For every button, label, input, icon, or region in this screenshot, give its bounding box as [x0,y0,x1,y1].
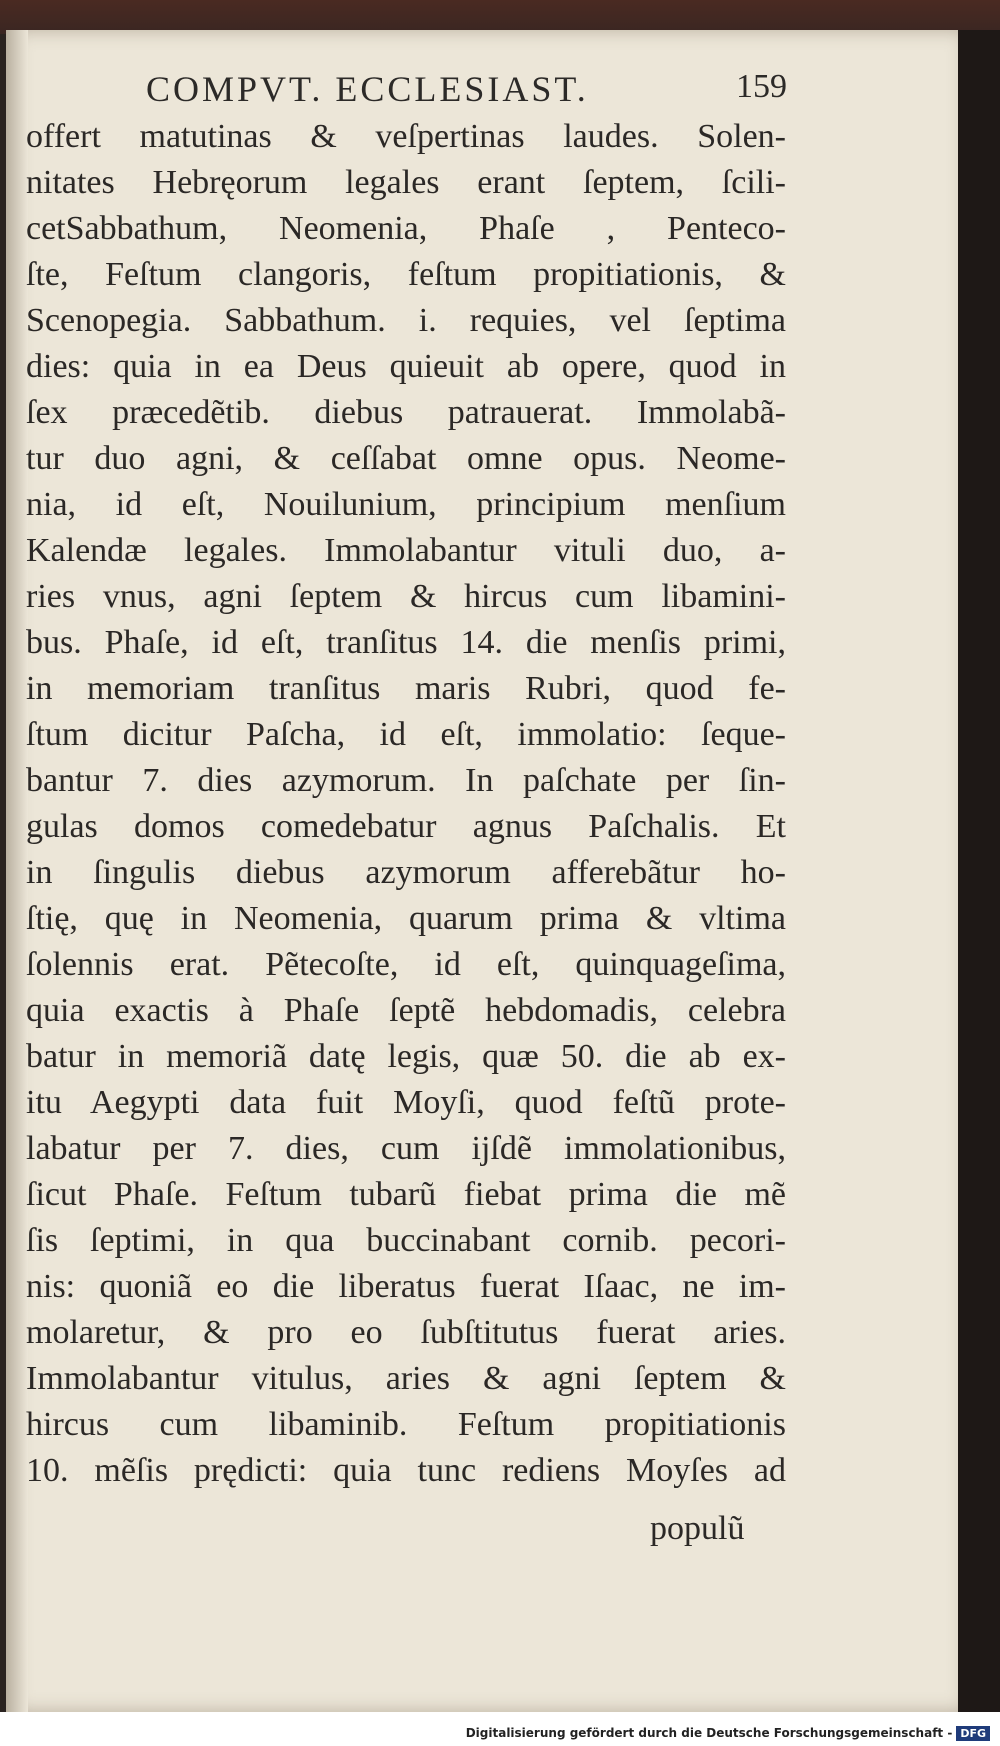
text-line: Immolabantur vitulus, aries & agni ſeptem & [26,1360,786,1397]
text-line: gulas domos comedebatur agnus Paſchalis. Et [26,808,786,845]
text-line: ſtię, quę in Neomenia, quarum prima & vltima [26,900,786,937]
text-line: itu Aegypti data fuit Moyſi, quod feſtũ prote- [26,1084,786,1121]
text-line: offert matutinas & veſpertinas laudes. Solen- [26,118,786,155]
dfg-logo: DFG [956,1726,990,1741]
text-line: 10. mẽſis prędicti: quia tunc rediens Moyſes ad [26,1452,786,1489]
page-gutter [6,30,28,1712]
text-line: hircus cum libaminib. Feſtum propitiationis [26,1406,786,1443]
text-line: ries vnus, agni ſeptem & hircus cum libamini- [26,578,786,615]
text-line: cetSabbathum, Neomenia, Phaſe , Penteco- [26,210,786,247]
text-line: Kalendæ legales. Immolabantur vituli duo, a- [26,532,786,569]
text-line: tur duo agni, & ceſſabat omne opus. Neome- [26,440,786,477]
book-page [6,30,958,1712]
text-line: nitates Hebręorum legales erant ſeptem, ſcili- [26,164,786,201]
catchword: populũ [650,1510,745,1547]
page-number: 159 [736,68,787,105]
text-line: ſolennis erat. Pẽtecoſte, id eſt, quinquageſima, [26,946,786,983]
text-line: bantur 7. dies azymorum. In paſchate per ſin- [26,762,786,799]
text-line: ſicut Phaſe. Feſtum tubarũ fiebat prima die mẽ [26,1176,786,1213]
text-line: in memoriam tranſitus maris Rubri, quod fe- [26,670,786,707]
text-line: nis: quoniã eo die liberatus fuerat Iſaac, ne im- [26,1268,786,1305]
text-line: ſte, Feſtum clangoris, feſtum propitiationis, & [26,256,786,293]
scan-edge-top [0,0,1000,34]
text-line: molaretur, & pro eo ſubſtitutus fuerat aries. [26,1314,786,1351]
scan-edge-right [958,30,1000,1712]
text-line: labatur per 7. dies, cum ijſdẽ immolationibus, [26,1130,786,1167]
text-line: bus. Phaſe, id eſt, tranſitus 14. die menſis primi, [26,624,786,661]
text-line: batur in memoriã datę legis, quæ 50. die ab ex- [26,1038,786,1075]
text-line: ſex præcedẽtib. diebus patrauerat. Immolabã- [26,394,786,431]
running-head-title: COMPVT. ECCLESIAST. [146,69,589,109]
text-line: Scenopegia. Sabbathum. i. requies, vel ſeptima [26,302,786,339]
running-head [6,68,958,112]
text-line: nia, id eſt, Nouilunium, principium menſium [26,486,786,523]
credit-text: Digitalisierung gefördert durch die Deutsche Forschungsgemeinschaft - [465,1726,953,1740]
digitization-credit [466,1726,990,1741]
body-text [26,114,786,1494]
text-line: dies: quia in ea Deus quieuit ab opere, quod in [26,348,786,385]
text-line: quia exactis à Phaſe ſeptẽ hebdomadis, celebra [26,992,786,1029]
text-line: in ſingulis diebus azymorum afferebãtur ho- [26,854,786,891]
text-line: ſtum dicitur Paſcha, id eſt, immolatio: ſeque- [26,716,786,753]
text-line: ſis ſeptimi, in qua buccinabant cornib. pecori- [26,1222,786,1259]
